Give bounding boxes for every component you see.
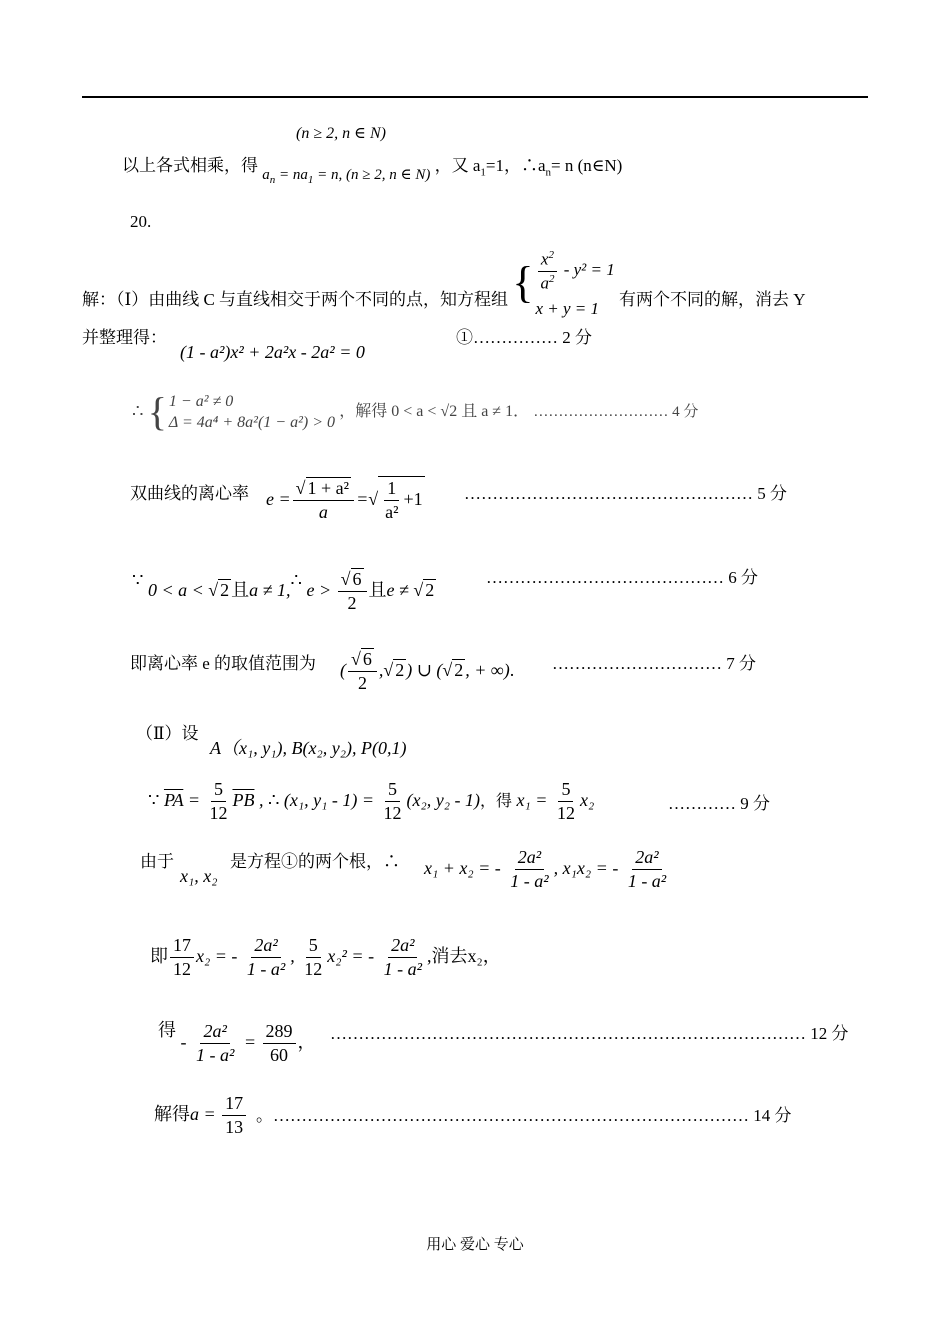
result-score: ………………………………………………………………………… 12 分	[330, 1024, 849, 1043]
range-label: 即离心率 e 的取值范围为	[130, 654, 317, 673]
vector-score: ………… 9 分	[668, 794, 770, 813]
simplify-score: ①…………… 2 分	[456, 328, 592, 347]
range-score: ………………………… 7 分	[552, 654, 756, 673]
product-text: 以上各式相乘，得	[122, 156, 258, 175]
part1-after-text: 有两个不同的解，消去 Y	[618, 290, 806, 310]
vieta-formula: x₁ + x₂ = - $\frac{\text{2a²}}{\text{1 - a²}}$ , x₁x₂ = - $\frac{\text{2a²}}{\text{1 - a²}}$	[424, 847, 667, 892]
equation-system: { $\frac{x^2}{a^2}$ - y² = 1 x + y = 1	[512, 249, 615, 318]
product-formula: $a_n = na_1 = n$, (n ≥ 2, n ∈ N)	[262, 167, 431, 186]
product-line	[122, 156, 623, 186]
part2-set-label: （Ⅱ）设	[136, 724, 199, 743]
substitution-line: 即 $\frac{17}{12}$ x₂ = - $\frac{\text{2a²}}{\text{1 - a²}}$ , $\frac{5}{12}$ x₂² = - $\frac{\text{2a²}}{\text{1 - a²}}$ ,消去x₂，	[150, 935, 501, 980]
eccentricity-label: 双曲线的离心率	[130, 484, 249, 503]
roots-vars: x₁, x₂	[180, 866, 218, 886]
part2-set-eq: A（x₁, y₁), B(x₂, y₂), P(0,1)	[210, 738, 407, 758]
final-score: 。………………………………………………………………………… 14 分	[256, 1106, 792, 1125]
eccentricity-score: …………………………………………… 5 分	[464, 484, 787, 503]
condition-block: ∴ { 1 − a² ≠ 0 Δ = 4a⁴ + 8a²(1 − a²) > 0 ，解得 0 < a < √2 且 a ≠ 1． ……………………… 4 分	[132, 389, 699, 435]
because-line: ∵ 0 < a < √ 2 且a ≠ 1,∴ e > $\frac{√ 6}{2}$ 且e ≠ √ 2	[132, 569, 435, 614]
header-rule	[82, 96, 868, 98]
eccentricity-formula: e = $\frac{\text{√ 1 + a²}}{a}$ =√ $\frac{1}{\text{a²}}$ +1	[266, 476, 425, 525]
roots-label: 由于	[140, 852, 174, 871]
part1-intro-line	[82, 248, 806, 319]
page-footer: 用心 爱心 专心	[426, 1237, 524, 1253]
final-answer: 解得a = $\frac{17}{13}$	[154, 1092, 248, 1140]
condition-line: (n ≥ 2, n ∈ N)	[296, 125, 386, 142]
range-formula: ( $\frac{√ 6}{2}$ ,√ 2 ) ∪ (√ 2 , + ∞).	[340, 649, 515, 694]
part1-intro-text: 解：（Ⅰ）由曲线 C 与直线相交于两个不同的点，知方程组	[82, 290, 509, 310]
because-score: …………………………………… 6 分	[486, 568, 758, 587]
result-text: ，又 $a_1=1$，$\therefore a_n= n$ (n∈N)	[434, 156, 623, 179]
vector-line: ∵ $\overline{PA}$ = $\frac{5}{12}$ $\overline{PB}$ , ∴ (x₁, y₁ - 1) = $\frac{5}{12}$ (x₂, y₂ - 1)，得 x₁ = $\frac{5}{12}$ x₂	[148, 779, 595, 824]
simplify-equation: (1 - a²)x² + 2a²x - 2a² = 0	[180, 342, 365, 362]
problem-number: 20.	[130, 212, 152, 231]
result-equation: 得 - $\frac{\text{2a²}}{\text{1 - a²}}$ = $\frac{289}{60}$ ，	[158, 1020, 316, 1066]
roots-text: 是方程①的两个根，∴	[230, 852, 400, 871]
simplify-line: 并整理得：	[82, 328, 167, 347]
